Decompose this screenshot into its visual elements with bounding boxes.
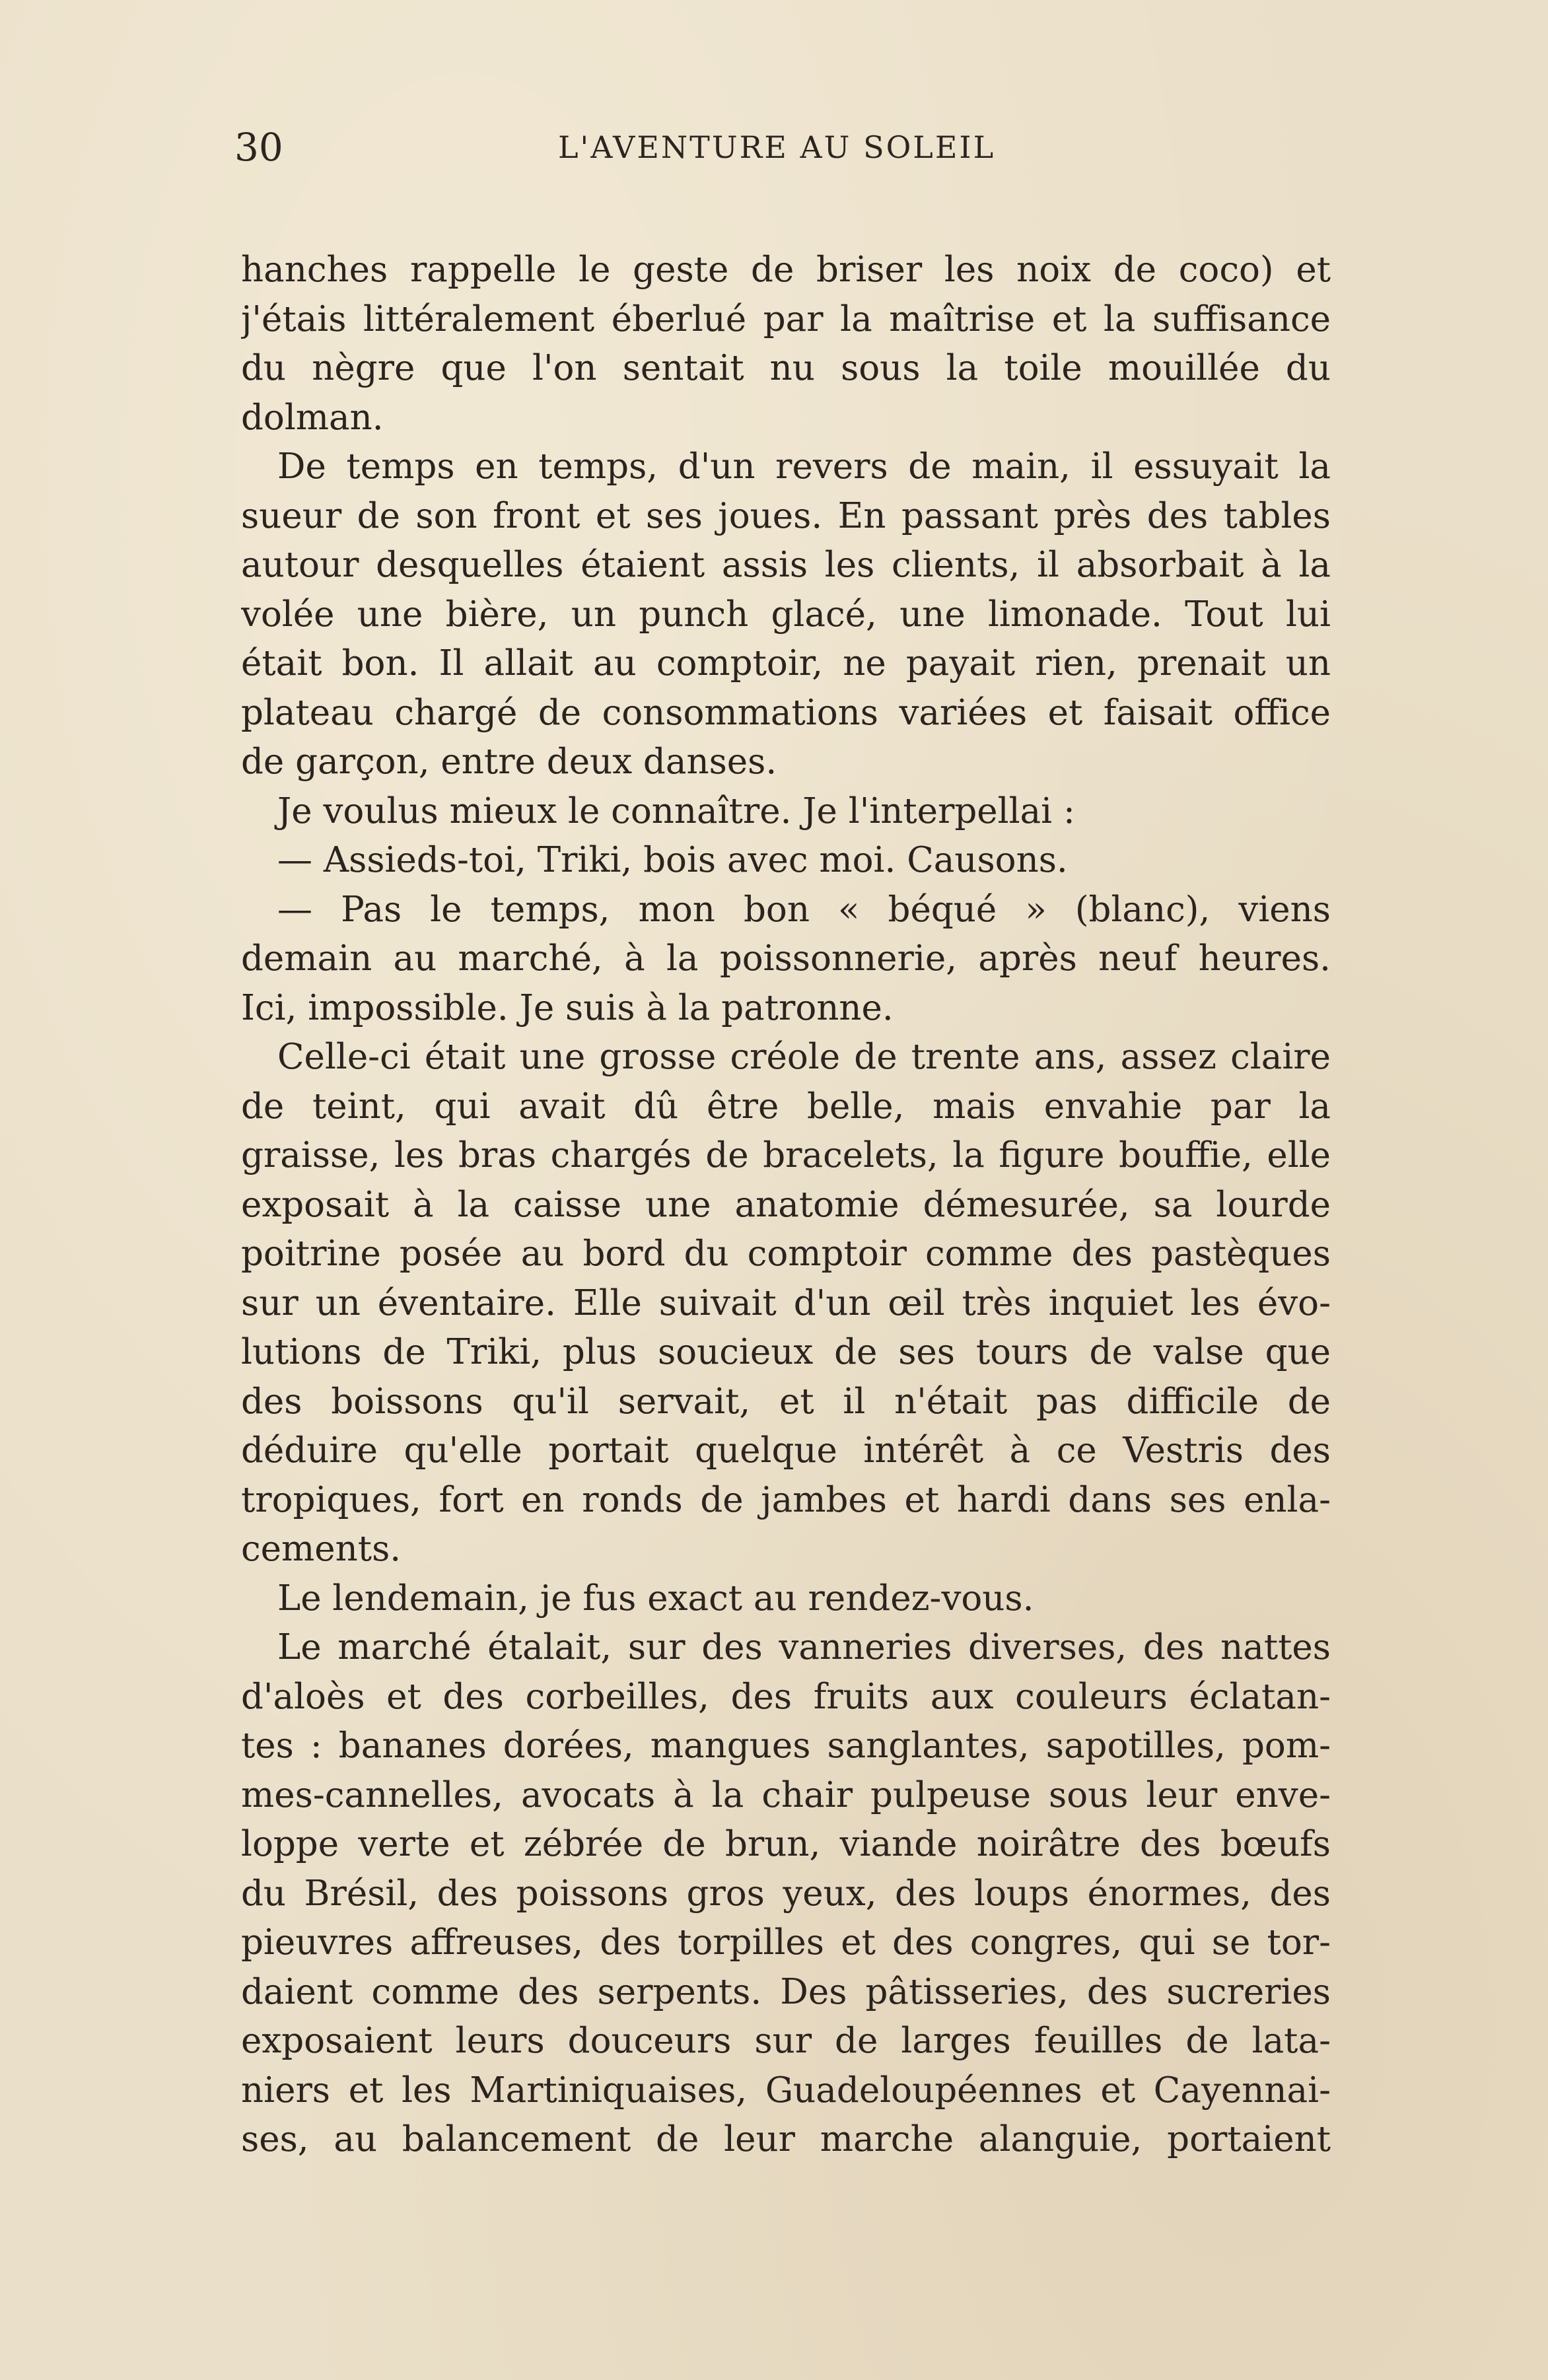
text-line: de garçon, entre deux danses.: [241, 742, 777, 782]
text-line: de teint, qui avait dû être belle, mais envahie par la: [241, 1086, 1331, 1127]
text-line: Ici, impossible. Je suis à la patronne.: [241, 987, 894, 1028]
text-line: pieuvres affreuses, des torpilles et des congres, qui se tor-: [241, 1922, 1331, 1963]
text-line: volée une bière, un punch glacé, une limonade. Tout lui: [241, 594, 1331, 635]
text-line: — Pas le temps, mon bon « béqué » (blanc), viens: [277, 889, 1331, 930]
text-line: loppe verte et zébrée de brun, viande noirâtre des bœufs: [241, 1824, 1331, 1864]
text-line: du nègre que l'on sentait nu sous la toile mouillée du: [241, 348, 1331, 388]
text-line: du Brésil, des poissons gros yeux, des loups énormes, des: [241, 1873, 1331, 1914]
text-line: poitrine posée au bord du comptoir comme des pastèques: [241, 1234, 1331, 1274]
text-line: sueur de son front et ses joues. En passant près des tables: [241, 495, 1331, 536]
text-line: lutions de Triki, plus soucieux de ses tours de valse que: [241, 1332, 1331, 1372]
text-line: dolman.: [241, 397, 384, 438]
running-head: [234, 118, 1357, 177]
text-line: autour desquelles étaient assis les clients, il absorbait à la: [241, 545, 1331, 585]
text-line: niers et les Martiniquaises, Guadeloupéennes et Cayennai-: [241, 2070, 1331, 2111]
text-line: daient comme des serpents. Des pâtisseries, des sucreries: [241, 1971, 1331, 2012]
text-line: Je voulus mieux le connaître. Je l'interpellai :: [277, 790, 1075, 831]
text-line: déduire qu'elle portait quelque intérêt à ce Vestris des: [241, 1430, 1331, 1471]
text-line: exposait à la caisse une anatomie démesurée, sa lourde: [241, 1184, 1331, 1225]
text-line: sur un éventaire. Elle suivait d'un œil très inquiet les évo-: [241, 1282, 1331, 1323]
text-line: j'étais littéralement éberlué par la maîtrise et la suffisance: [241, 298, 1331, 339]
text-line: était bon. Il allait au comptoir, ne payait rien, prenait un: [241, 643, 1331, 683]
running-title: L'AVENTURE AU SOLEIL: [558, 129, 996, 165]
text-line: — Assieds-toi, Triki, bois avec moi. Causons.: [277, 840, 1068, 880]
text-line: tes : bananes dorées, mangues sanglantes, sapotilles, pom-: [241, 1726, 1331, 1766]
text-line: Celle-ci était une grosse créole de trente ans, assez claire: [277, 1037, 1331, 1077]
text-line: cements.: [241, 1529, 402, 1569]
text-line: hanches rappelle le geste de briser les noix de coco) et: [241, 250, 1331, 290]
text-line: exposaient leurs douceurs sur de larges feuilles de lata-: [241, 2021, 1331, 2061]
text-line: Le lendemain, je fus exact au rendez-vous.: [277, 1578, 1034, 1619]
text-line: plateau chargé de consommations variées et faisait office: [241, 692, 1331, 733]
body-text: [241, 246, 1331, 2165]
text-line: De temps en temps, d'un revers de main, il essuyait la: [277, 446, 1331, 487]
page-number: 30: [234, 125, 283, 170]
text-line: mes-cannelles, avocats à la chair pulpeuse sous leur enve-: [241, 1774, 1331, 1815]
text-line: tropiques, fort en ronds de jambes et hardi dans ses enla-: [241, 1479, 1331, 1520]
text-line: ses, au balancement de leur marche alanguie, portaient: [241, 2119, 1331, 2159]
text-line: Le marché étalait, sur des vanneries diverses, des nattes: [277, 1627, 1331, 1667]
text-line: graisse, les bras chargés de bracelets, la figure bouffie, elle: [241, 1135, 1331, 1175]
text-line: d'aloès et des corbeilles, des fruits aux couleurs éclatan-: [241, 1676, 1331, 1717]
text-line: demain au marché, à la poissonnerie, après neuf heures.: [241, 938, 1331, 979]
text-line: des boissons qu'il servait, et il n'était pas difficile de: [241, 1381, 1331, 1422]
